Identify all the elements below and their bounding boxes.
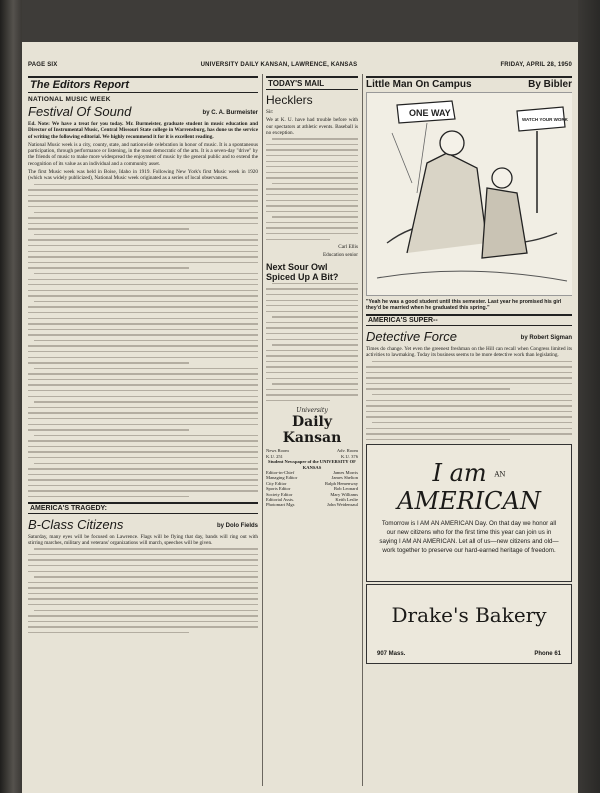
column-rule bbox=[362, 74, 363, 786]
staff-person: Keith Leslie bbox=[335, 496, 358, 502]
letter-salutation: Sir: bbox=[266, 109, 274, 115]
staff-person: John Weidensaul bbox=[326, 502, 358, 508]
byline: by Dolo Fields bbox=[216, 522, 258, 529]
cartoon-title: Little Man On Campus bbox=[366, 79, 472, 90]
article-headline: Next Sour Owl Spiced Up A Bit? bbox=[266, 261, 339, 282]
ad-i-am: I am bbox=[432, 459, 487, 488]
issue-date: FRIDAY, APRIL 28, 1950 bbox=[500, 62, 572, 68]
staff-box bbox=[266, 448, 358, 507]
staff-role: Society Editor bbox=[266, 491, 293, 497]
page-masthead bbox=[28, 62, 572, 72]
kicker: NATIONAL MUSIC WEEK bbox=[28, 96, 111, 103]
cartoon-drawing bbox=[367, 93, 571, 293]
bakery-phone: Phone 61 bbox=[534, 651, 561, 658]
adv-room-ext: K.U. 376 bbox=[341, 453, 358, 459]
newspaper-page bbox=[22, 42, 578, 793]
staff-person: Bob Leonard bbox=[333, 486, 358, 492]
body-text-block bbox=[366, 361, 572, 440]
right-binding-shadow bbox=[578, 0, 600, 793]
paper-name: UNIVERSITY DAILY KANSAN, LAWRENCE, KANSAS bbox=[200, 62, 358, 68]
section-header: TODAY'S MAIL bbox=[266, 76, 358, 90]
staff-person: Ralph Hemenway bbox=[324, 480, 358, 486]
bakery-name: Drake's Bakery bbox=[391, 603, 547, 628]
ad-headline bbox=[367, 459, 571, 515]
headline-text: Detective Force bbox=[366, 329, 458, 344]
article-paragraph: Times do change. Yet even the greenest freshman on the Hill can recall when Congress limited its activities to lawmaking. Today its business seems to be more detective work than legislating. bbox=[366, 346, 572, 359]
newspaper-flag bbox=[266, 407, 358, 446]
ad-an: AN bbox=[494, 470, 506, 479]
article-paragraph: Saturday, many eyes will be focused on Lawrence. Flags will be flying that day, bands will ring out with stirring marches, military and veterans' organizations will march, speeches will be given. bbox=[28, 533, 258, 546]
article-headline bbox=[28, 104, 258, 119]
section-header: The Editors Report bbox=[28, 76, 258, 93]
staff-row bbox=[266, 502, 358, 507]
letter-signature: Carl Ellis bbox=[338, 244, 358, 251]
ad-body-text: Tomorrow is I AM AN AMERICAN Day. On that day we honor all our new citizens who for the first time this year can join us in saying I AM AN AMERICAN. Let all of us—new citizens and old—work together to preserve our hard-earned heritage of freedom. bbox=[379, 520, 559, 555]
top-margin-shadow bbox=[22, 0, 578, 42]
article-paragraph: The first Music week was held in Boise, Idaho in 1919. Following New York's first Music week in 1920 (which was widely publicized), National Music week originated as a series of local observances. bbox=[28, 169, 258, 182]
drakes-bakery-ad bbox=[366, 584, 572, 664]
article-paragraph: National Music week is a city, county, state, and nationwide celebration in honor of music. It is a spontaneous participation, through performance or listening, in the most democratic of the arts. It is a seven-day "drive" by the friends of music to make more widespread the enjoyment of music by the general public and to extend the recognition of its value as an individual and a community asset. bbox=[28, 141, 258, 167]
newspaper-description: Student Newspaper of the UNIVERSITY OF KANSAS bbox=[268, 459, 356, 470]
article-headline bbox=[28, 517, 258, 532]
bakery-address: 907 Mass. bbox=[377, 651, 406, 658]
flag-name: Daily Kansan bbox=[282, 414, 342, 447]
staff-role: Editorial Assts. bbox=[266, 496, 295, 502]
column-rule bbox=[262, 74, 263, 786]
cartoon-caption: "Yeah he was a good student until this semester. Last year he promised his girl they'd be married when he graduated this spring." bbox=[366, 299, 562, 311]
cartoon-byline: By Bibler bbox=[528, 79, 572, 90]
i-am-an-american-ad bbox=[366, 444, 572, 582]
section-header: AMERICA'S TRAGEDY: bbox=[28, 502, 258, 514]
news-room-ext: K.U. 251 bbox=[266, 453, 283, 459]
body-text-block bbox=[28, 548, 258, 633]
letter-headline: Hecklers bbox=[266, 93, 313, 107]
article-headline bbox=[366, 329, 572, 344]
staff-role: Managing Editor bbox=[266, 475, 298, 481]
staff-role: Editor-in-Chief bbox=[266, 469, 295, 475]
staff-person: Mary Williams bbox=[330, 491, 358, 497]
editors-report-column bbox=[28, 76, 258, 637]
byline: by C. A. Burmeister bbox=[202, 110, 258, 116]
editor-note: Ed. Note: We have a treat for you today. Mr. Burmeister, graduate student in music education and Director of Instrumental Music, Central Missouri State college in Warrensburg, has done us the service of writing the following editorial. We highly recommend it for it is excellent reading. bbox=[28, 121, 258, 140]
right-column bbox=[366, 76, 572, 664]
sign-one-way: ONE WAY bbox=[409, 108, 451, 118]
sign-watch-your-work: WATCH YOUR WORK bbox=[522, 117, 568, 122]
page-number: PAGE SIX bbox=[28, 62, 58, 68]
todays-mail-column bbox=[266, 76, 358, 508]
flag-university: University bbox=[296, 407, 328, 415]
body-text-block bbox=[266, 283, 358, 402]
ad-american: AMERICAN bbox=[397, 487, 541, 516]
staff-role: Sports Editor bbox=[266, 486, 291, 492]
section-header: AMERICA'S SUPER-- bbox=[366, 314, 572, 326]
headline-text: B-Class Citizens bbox=[28, 516, 124, 532]
body-text-block bbox=[28, 184, 258, 498]
cartoon-header bbox=[366, 76, 572, 90]
staff-role: Photomart Mgr. bbox=[266, 502, 296, 508]
byline: by Robert Sigman bbox=[520, 335, 572, 341]
staff-list bbox=[266, 470, 358, 508]
staff-person: James Morris bbox=[333, 469, 358, 475]
staff-role: City Editor bbox=[266, 480, 287, 486]
staff-person: James Shelton bbox=[331, 475, 358, 481]
cartoon-illustration bbox=[366, 92, 572, 296]
adv-room-label: Adv. Room bbox=[336, 448, 358, 454]
headline-text: Festival Of Sound bbox=[28, 104, 132, 119]
news-room-label: News Room bbox=[266, 448, 289, 454]
body-text-block bbox=[266, 138, 358, 240]
left-binding-shadow bbox=[0, 0, 22, 793]
letter-signature-title: Education senior bbox=[322, 252, 358, 259]
letter-paragraph: We at K. U. have had trouble before with our spectators at athletic events. Baseball is no exception. bbox=[266, 117, 358, 136]
